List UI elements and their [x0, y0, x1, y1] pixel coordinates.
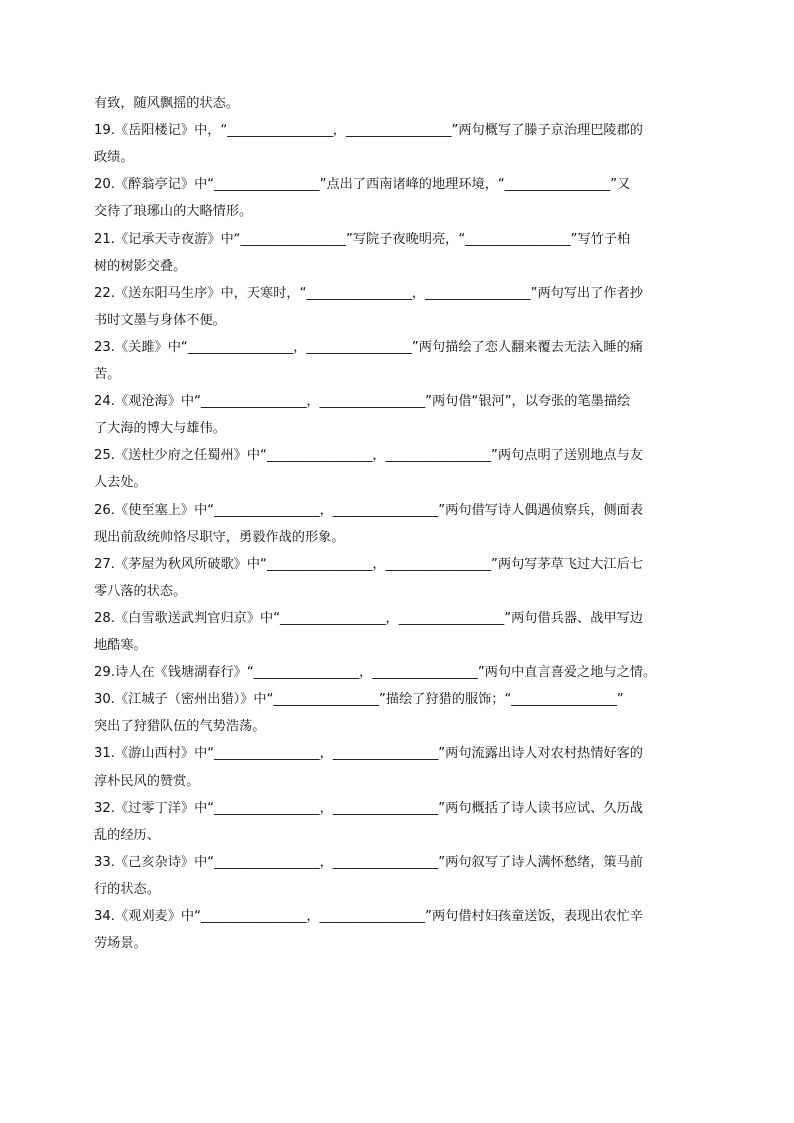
text-line: 有致，随风飘摇的状态。 — [94, 96, 240, 111]
text-line: 23.《关雎》中“________________，________________”两句描绘了恋人翻来覆去无法入睡的痛 — [94, 339, 643, 355]
text-line: 21.《记承天寺夜游》中“________________”写院子夜晚明亮，“________________”写竹子柏 — [94, 231, 631, 247]
text-line: 政绩。 — [94, 150, 134, 166]
text-line: 突出了狩猎队伍的气势浩荡。 — [94, 719, 266, 735]
text-line: 19.《岳阳楼记》中，“________________，________________”两句概写了滕子京治理巴陵郡的 — [94, 123, 643, 139]
text-line: 25.《送杜少府之任蜀州》中“________________，________________”两句点明了送别地点与友 — [94, 448, 643, 464]
text-line: 22.《送东阳马生序》中，天寒时，“________________，________________”两句写出了作者抄 — [94, 285, 643, 301]
text-line: 树的树影交叠。 — [94, 258, 187, 274]
text-line: 32.《过零丁洋》中“________________，________________”两句概括了诗人读书应试、久历战 — [94, 800, 643, 816]
text-line: 书时文墨与身体不便。 — [94, 312, 226, 328]
text-line: 34.《观刈麦》中“________________，________________”两句借村妇孩童送饭，表现出农忙辛 — [94, 909, 643, 924]
text-line: 现出前敌统帅恪尽职守，勇毅作战的形象。 — [94, 529, 345, 545]
text-line: 20.《醉翁亭记》中“________________”点出了西南诸峰的地理环境，“________________”又 — [94, 177, 631, 193]
text-line: 33.《己亥杂诗》中“________________，________________”两句叙写了诗人满怀愁绪，策马前 — [94, 854, 643, 870]
text-line: 26.《使至塞上》中“________________，________________”两句借写诗人偶遇侦察兵，侧面表 — [94, 502, 643, 518]
text-line: 31.《游山西村》中“________________，________________”两句流露出诗人对农村热情好客的 — [94, 746, 643, 762]
text-line: 29.诗人在《钱塘湖春行》“________________，________________”两句中直言喜爱之地与之情。 — [94, 665, 657, 681]
text-line: 地酷寒。 — [94, 638, 147, 653]
text-line: 24.《观沧海》中“________________，________________”两句借“银河”，以夸张的笔墨描绘 — [94, 394, 631, 410]
text-line: 27.《茅屋为秋风所破歌》中“________________，________________”两句写茅草飞过大江后七 — [94, 556, 643, 572]
text-line: 人去处。 — [94, 475, 147, 491]
text-line: 了大海的博大与雄伟。 — [94, 421, 226, 437]
text-line: 28.《白雪歌送武判官归京》中“________________，________________”两句借兵器、战甲写边 — [94, 610, 643, 626]
text-line: 零八落的状态。 — [94, 583, 187, 599]
text-line: 交待了琅琊山的大略情形。 — [94, 204, 253, 220]
text-line: 乱的经历、 — [94, 827, 160, 843]
text-line: 苦。 — [94, 367, 121, 382]
text-line: 30.《江城子（密州出猎）》中“________________”描绘了狩猎的服饰；“________________” — [94, 692, 624, 708]
text-line: 淳朴民风的赞赏。 — [94, 773, 200, 789]
text-line: 行的状态。 — [94, 881, 160, 897]
text-line: 劳场景。 — [94, 936, 147, 952]
